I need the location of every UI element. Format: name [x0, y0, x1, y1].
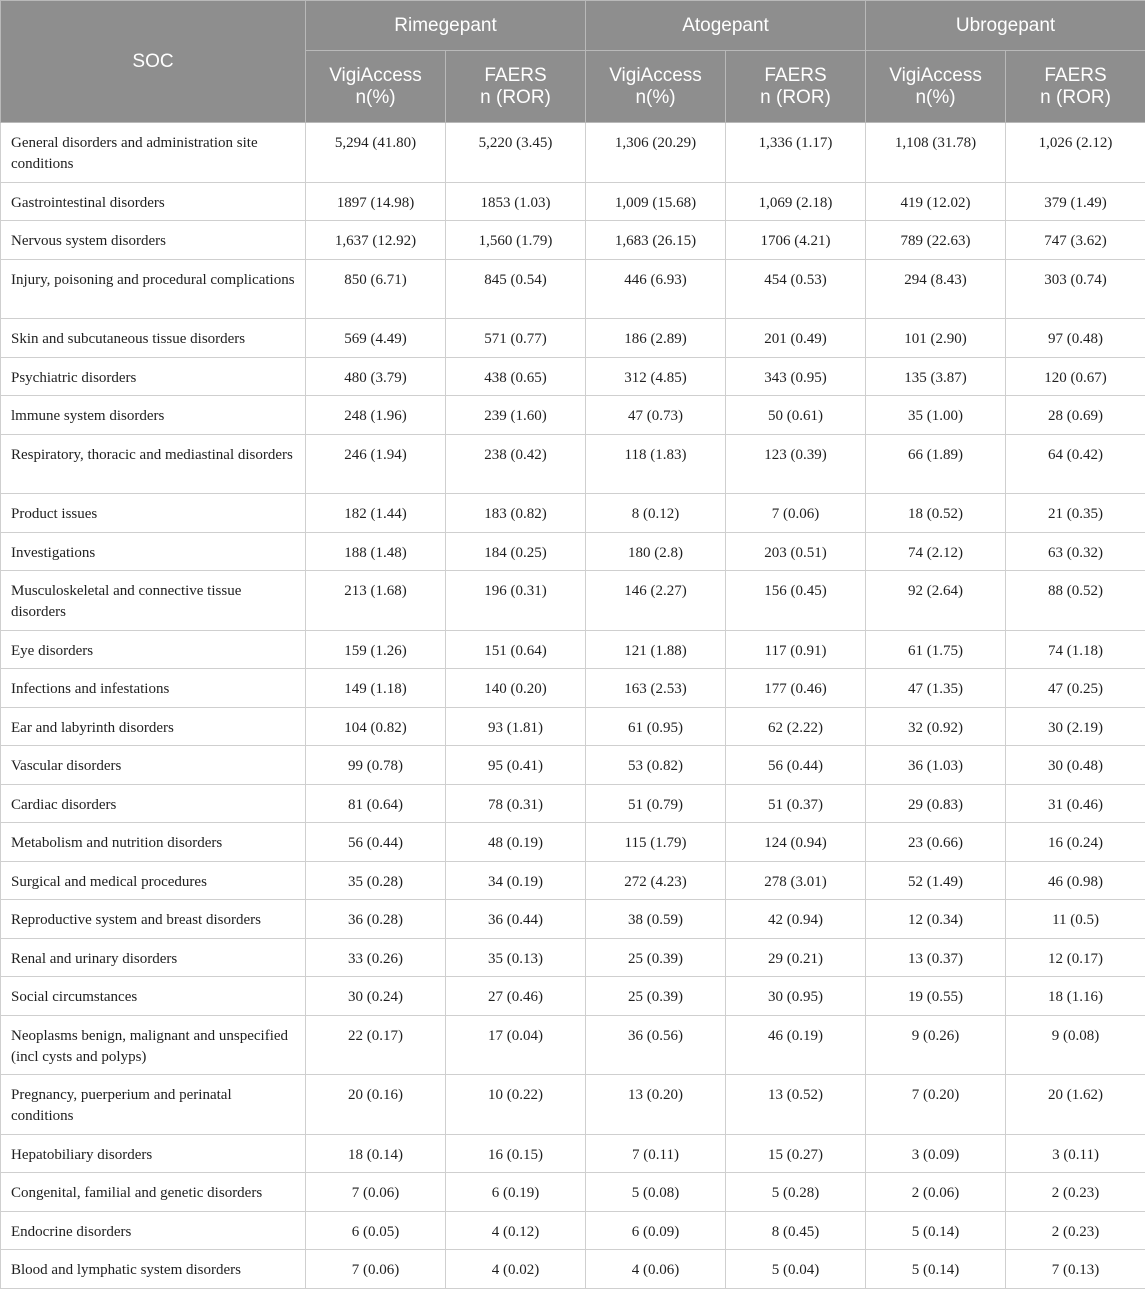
soc-cell: General disorders and administration site conditions	[1, 123, 306, 183]
faers-value-cell: 34 (0.19)	[446, 861, 586, 900]
header-drug-ubrogepant: Ubrogepant	[866, 1, 1145, 51]
vigiaccess-value-cell: 81 (0.64)	[306, 784, 446, 823]
faers-value-cell: 303 (0.74)	[1006, 259, 1145, 319]
vigiaccess-value-cell: 7 (0.11)	[586, 1134, 726, 1173]
header-label: VigiAccess	[307, 65, 444, 87]
header-unit: n(%)	[867, 87, 1004, 109]
soc-cell: Musculoskeletal and connective tissue disorders	[1, 571, 306, 631]
vigiaccess-value-cell: 61 (0.95)	[586, 707, 726, 746]
soc-cell: Ear and labyrinth disorders	[1, 707, 306, 746]
faers-value-cell: 278 (3.01)	[726, 861, 866, 900]
soc-cell: Social circumstances	[1, 977, 306, 1016]
table-row	[1, 494, 1145, 533]
faers-value-cell: 18 (1.16)	[1006, 977, 1145, 1016]
faers-value-cell: 27 (0.46)	[446, 977, 586, 1016]
header-faers	[1006, 51, 1145, 123]
faers-value-cell: 183 (0.82)	[446, 494, 586, 533]
vigiaccess-value-cell: 13 (0.20)	[586, 1075, 726, 1135]
header-unit: n (ROR)	[447, 87, 584, 109]
vigiaccess-value-cell: 53 (0.82)	[586, 746, 726, 785]
table-header	[1, 1, 1145, 123]
faers-value-cell: 31 (0.46)	[1006, 784, 1145, 823]
table-row	[1, 938, 1145, 977]
soc-cell: Eye disorders	[1, 630, 306, 669]
faers-value-cell: 5,220 (3.45)	[446, 123, 586, 183]
vigiaccess-value-cell: 1897 (14.98)	[306, 182, 446, 221]
faers-value-cell: 151 (0.64)	[446, 630, 586, 669]
table-row	[1, 707, 1145, 746]
faers-value-cell: 120 (0.67)	[1006, 357, 1145, 396]
faers-value-cell: 1706 (4.21)	[726, 221, 866, 260]
vigiaccess-value-cell: 159 (1.26)	[306, 630, 446, 669]
vigiaccess-value-cell: 38 (0.59)	[586, 900, 726, 939]
vigiaccess-value-cell: 5,294 (41.80)	[306, 123, 446, 183]
soc-cell: Renal and urinary disorders	[1, 938, 306, 977]
vigiaccess-value-cell: 3 (0.09)	[866, 1134, 1006, 1173]
faers-value-cell: 20 (1.62)	[1006, 1075, 1145, 1135]
vigiaccess-value-cell: 6 (0.09)	[586, 1211, 726, 1250]
vigiaccess-value-cell: 2 (0.06)	[866, 1173, 1006, 1212]
faers-value-cell: 62 (2.22)	[726, 707, 866, 746]
vigiaccess-value-cell: 52 (1.49)	[866, 861, 1006, 900]
vigiaccess-value-cell: 1,683 (26.15)	[586, 221, 726, 260]
soc-cell: Congenital, familial and genetic disorders	[1, 1173, 306, 1212]
header-label: FAERS	[447, 65, 584, 87]
table-body	[1, 123, 1145, 1289]
header-vigiaccess	[866, 51, 1006, 123]
faers-value-cell: 156 (0.45)	[726, 571, 866, 631]
table-row	[1, 1250, 1145, 1289]
soc-cell: Reproductive system and breast disorders	[1, 900, 306, 939]
faers-value-cell: 15 (0.27)	[726, 1134, 866, 1173]
faers-value-cell: 343 (0.95)	[726, 357, 866, 396]
faers-value-cell: 16 (0.24)	[1006, 823, 1145, 862]
faers-value-cell: 123 (0.39)	[726, 434, 866, 494]
vigiaccess-value-cell: 8 (0.12)	[586, 494, 726, 533]
soc-cell: Surgical and medical procedures	[1, 861, 306, 900]
faers-value-cell: 9 (0.08)	[1006, 1015, 1145, 1075]
faers-value-cell: 1,336 (1.17)	[726, 123, 866, 183]
header-unit: n(%)	[587, 87, 724, 109]
vigiaccess-value-cell: 35 (0.28)	[306, 861, 446, 900]
vigiaccess-value-cell: 18 (0.14)	[306, 1134, 446, 1173]
vigiaccess-value-cell: 36 (0.28)	[306, 900, 446, 939]
faers-value-cell: 28 (0.69)	[1006, 396, 1145, 435]
header-label: FAERS	[727, 65, 864, 87]
vigiaccess-value-cell: 5 (0.14)	[866, 1250, 1006, 1289]
table-row	[1, 977, 1145, 1016]
faers-value-cell: 177 (0.46)	[726, 669, 866, 708]
faers-value-cell: 5 (0.28)	[726, 1173, 866, 1212]
faers-value-cell: 47 (0.25)	[1006, 669, 1145, 708]
faers-value-cell: 16 (0.15)	[446, 1134, 586, 1173]
soc-cell: Neoplasms benign, malignant and unspecified (incl cysts and polyps)	[1, 1015, 306, 1075]
table-row	[1, 1173, 1145, 1212]
faers-value-cell: 454 (0.53)	[726, 259, 866, 319]
table-row	[1, 532, 1145, 571]
faers-value-cell: 42 (0.94)	[726, 900, 866, 939]
table-row	[1, 746, 1145, 785]
vigiaccess-value-cell: 47 (1.35)	[866, 669, 1006, 708]
soc-cell: Endocrine disorders	[1, 1211, 306, 1250]
table-row	[1, 357, 1145, 396]
header-label: VigiAccess	[867, 65, 1004, 87]
faers-value-cell: 13 (0.52)	[726, 1075, 866, 1135]
faers-value-cell: 10 (0.22)	[446, 1075, 586, 1135]
faers-value-cell: 747 (3.62)	[1006, 221, 1145, 260]
soc-cell: Gastrointestinal disorders	[1, 182, 306, 221]
vigiaccess-value-cell: 6 (0.05)	[306, 1211, 446, 1250]
faers-value-cell: 238 (0.42)	[446, 434, 586, 494]
soc-cell: Investigations	[1, 532, 306, 571]
vigiaccess-value-cell: 118 (1.83)	[586, 434, 726, 494]
vigiaccess-value-cell: 5 (0.08)	[586, 1173, 726, 1212]
table-row	[1, 123, 1145, 183]
vigiaccess-value-cell: 186 (2.89)	[586, 319, 726, 358]
faers-value-cell: 51 (0.37)	[726, 784, 866, 823]
vigiaccess-value-cell: 1,637 (12.92)	[306, 221, 446, 260]
faers-value-cell: 2 (0.23)	[1006, 1173, 1145, 1212]
vigiaccess-value-cell: 419 (12.02)	[866, 182, 1006, 221]
vigiaccess-value-cell: 135 (3.87)	[866, 357, 1006, 396]
header-vigiaccess	[586, 51, 726, 123]
vigiaccess-value-cell: 32 (0.92)	[866, 707, 1006, 746]
faers-value-cell: 379 (1.49)	[1006, 182, 1145, 221]
vigiaccess-value-cell: 1,009 (15.68)	[586, 182, 726, 221]
vigiaccess-value-cell: 7 (0.20)	[866, 1075, 1006, 1135]
vigiaccess-value-cell: 12 (0.34)	[866, 900, 1006, 939]
faers-value-cell: 50 (0.61)	[726, 396, 866, 435]
soc-cell: Skin and subcutaneous tissue disorders	[1, 319, 306, 358]
soc-cell: Cardiac disorders	[1, 784, 306, 823]
table-row	[1, 1075, 1145, 1135]
vigiaccess-value-cell: 1,306 (20.29)	[586, 123, 726, 183]
header-soc: SOC	[1, 1, 306, 123]
vigiaccess-value-cell: 56 (0.44)	[306, 823, 446, 862]
vigiaccess-value-cell: 272 (4.23)	[586, 861, 726, 900]
faers-value-cell: 30 (0.95)	[726, 977, 866, 1016]
faers-value-cell: 3 (0.11)	[1006, 1134, 1145, 1173]
faers-value-cell: 438 (0.65)	[446, 357, 586, 396]
faers-value-cell: 36 (0.44)	[446, 900, 586, 939]
soc-cell: Metabolism and nutrition disorders	[1, 823, 306, 862]
faers-value-cell: 88 (0.52)	[1006, 571, 1145, 631]
table-row	[1, 823, 1145, 862]
vigiaccess-value-cell: 9 (0.26)	[866, 1015, 1006, 1075]
faers-value-cell: 97 (0.48)	[1006, 319, 1145, 358]
faers-value-cell: 5 (0.04)	[726, 1250, 866, 1289]
faers-value-cell: 6 (0.19)	[446, 1173, 586, 1212]
soc-cell: Product issues	[1, 494, 306, 533]
table-row	[1, 1134, 1145, 1173]
table-row	[1, 1015, 1145, 1075]
vigiaccess-value-cell: 1,108 (31.78)	[866, 123, 1006, 183]
table-row	[1, 630, 1145, 669]
header-drug-atogepant: Atogepant	[586, 1, 866, 51]
faers-value-cell: 46 (0.98)	[1006, 861, 1145, 900]
faers-value-cell: 4 (0.12)	[446, 1211, 586, 1250]
faers-value-cell: 140 (0.20)	[446, 669, 586, 708]
faers-value-cell: 30 (0.48)	[1006, 746, 1145, 785]
vigiaccess-value-cell: 213 (1.68)	[306, 571, 446, 631]
vigiaccess-value-cell: 19 (0.55)	[866, 977, 1006, 1016]
table-row	[1, 669, 1145, 708]
vigiaccess-value-cell: 149 (1.18)	[306, 669, 446, 708]
table-row	[1, 434, 1145, 494]
vigiaccess-value-cell: 294 (8.43)	[866, 259, 1006, 319]
faers-value-cell: 78 (0.31)	[446, 784, 586, 823]
table-row	[1, 1211, 1145, 1250]
faers-value-cell: 196 (0.31)	[446, 571, 586, 631]
vigiaccess-value-cell: 29 (0.83)	[866, 784, 1006, 823]
faers-value-cell: 1,560 (1.79)	[446, 221, 586, 260]
soc-cell: Infections and infestations	[1, 669, 306, 708]
soc-cell: Psychiatric disorders	[1, 357, 306, 396]
vigiaccess-value-cell: 312 (4.85)	[586, 357, 726, 396]
vigiaccess-value-cell: 51 (0.79)	[586, 784, 726, 823]
vigiaccess-value-cell: 188 (1.48)	[306, 532, 446, 571]
faers-value-cell: 29 (0.21)	[726, 938, 866, 977]
table-row	[1, 221, 1145, 260]
header-unit: n(%)	[307, 87, 444, 109]
table-row	[1, 259, 1145, 319]
header-unit: n (ROR)	[1007, 87, 1144, 109]
soc-cell: Blood and lymphatic system disorders	[1, 1250, 306, 1289]
faers-value-cell: 74 (1.18)	[1006, 630, 1145, 669]
vigiaccess-value-cell: 180 (2.8)	[586, 532, 726, 571]
table-row	[1, 396, 1145, 435]
vigiaccess-value-cell: 101 (2.90)	[866, 319, 1006, 358]
faers-value-cell: 571 (0.77)	[446, 319, 586, 358]
header-unit: n (ROR)	[727, 87, 864, 109]
soc-cell: Vascular disorders	[1, 746, 306, 785]
vigiaccess-value-cell: 146 (2.27)	[586, 571, 726, 631]
vigiaccess-value-cell: 20 (0.16)	[306, 1075, 446, 1135]
vigiaccess-value-cell: 7 (0.06)	[306, 1173, 446, 1212]
faers-value-cell: 4 (0.02)	[446, 1250, 586, 1289]
faers-value-cell: 46 (0.19)	[726, 1015, 866, 1075]
faers-value-cell: 203 (0.51)	[726, 532, 866, 571]
table-row	[1, 182, 1145, 221]
table-row	[1, 319, 1145, 358]
vigiaccess-value-cell: 25 (0.39)	[586, 977, 726, 1016]
faers-value-cell: 845 (0.54)	[446, 259, 586, 319]
soc-cell: Respiratory, thoracic and mediastinal disorders	[1, 434, 306, 494]
faers-value-cell: 8 (0.45)	[726, 1211, 866, 1250]
vigiaccess-value-cell: 35 (1.00)	[866, 396, 1006, 435]
vigiaccess-value-cell: 36 (0.56)	[586, 1015, 726, 1075]
vigiaccess-value-cell: 61 (1.75)	[866, 630, 1006, 669]
vigiaccess-value-cell: 30 (0.24)	[306, 977, 446, 1016]
faers-value-cell: 1,069 (2.18)	[726, 182, 866, 221]
soc-cell: Pregnancy, puerperium and perinatal conditions	[1, 1075, 306, 1135]
header-vigiaccess	[306, 51, 446, 123]
soc-cell: Hepatobiliary disorders	[1, 1134, 306, 1173]
vigiaccess-value-cell: 33 (0.26)	[306, 938, 446, 977]
vigiaccess-value-cell: 115 (1.79)	[586, 823, 726, 862]
table-row	[1, 900, 1145, 939]
vigiaccess-value-cell: 18 (0.52)	[866, 494, 1006, 533]
vigiaccess-value-cell: 47 (0.73)	[586, 396, 726, 435]
faers-value-cell: 21 (0.35)	[1006, 494, 1145, 533]
vigiaccess-value-cell: 13 (0.37)	[866, 938, 1006, 977]
header-label: VigiAccess	[587, 65, 724, 87]
faers-value-cell: 239 (1.60)	[446, 396, 586, 435]
table-row	[1, 784, 1145, 823]
vigiaccess-value-cell: 99 (0.78)	[306, 746, 446, 785]
vigiaccess-value-cell: 92 (2.64)	[866, 571, 1006, 631]
vigiaccess-value-cell: 36 (1.03)	[866, 746, 1006, 785]
vigiaccess-value-cell: 121 (1.88)	[586, 630, 726, 669]
soc-cell: lmmune system disorders	[1, 396, 306, 435]
vigiaccess-value-cell: 4 (0.06)	[586, 1250, 726, 1289]
vigiaccess-value-cell: 789 (22.63)	[866, 221, 1006, 260]
table-row	[1, 571, 1145, 631]
faers-value-cell: 117 (0.91)	[726, 630, 866, 669]
faers-value-cell: 56 (0.44)	[726, 746, 866, 785]
vigiaccess-value-cell: 480 (3.79)	[306, 357, 446, 396]
header-faers	[726, 51, 866, 123]
vigiaccess-value-cell: 163 (2.53)	[586, 669, 726, 708]
vigiaccess-value-cell: 569 (4.49)	[306, 319, 446, 358]
faers-value-cell: 17 (0.04)	[446, 1015, 586, 1075]
vigiaccess-value-cell: 850 (6.71)	[306, 259, 446, 319]
vigiaccess-value-cell: 104 (0.82)	[306, 707, 446, 746]
faers-value-cell: 30 (2.19)	[1006, 707, 1145, 746]
faers-value-cell: 124 (0.94)	[726, 823, 866, 862]
vigiaccess-value-cell: 66 (1.89)	[866, 434, 1006, 494]
faers-value-cell: 93 (1.81)	[446, 707, 586, 746]
faers-value-cell: 184 (0.25)	[446, 532, 586, 571]
faers-value-cell: 48 (0.19)	[446, 823, 586, 862]
faers-value-cell: 35 (0.13)	[446, 938, 586, 977]
header-drug-rimegepant: Rimegepant	[306, 1, 586, 51]
faers-value-cell: 64 (0.42)	[1006, 434, 1145, 494]
header-faers	[446, 51, 586, 123]
vigiaccess-value-cell: 74 (2.12)	[866, 532, 1006, 571]
vigiaccess-value-cell: 22 (0.17)	[306, 1015, 446, 1075]
soc-cell: Nervous system disorders	[1, 221, 306, 260]
vigiaccess-value-cell: 246 (1.94)	[306, 434, 446, 494]
faers-value-cell: 1,026 (2.12)	[1006, 123, 1145, 183]
vigiaccess-value-cell: 182 (1.44)	[306, 494, 446, 533]
vigiaccess-value-cell: 5 (0.14)	[866, 1211, 1006, 1250]
faers-value-cell: 7 (0.13)	[1006, 1250, 1145, 1289]
faers-value-cell: 63 (0.32)	[1006, 532, 1145, 571]
faers-value-cell: 2 (0.23)	[1006, 1211, 1145, 1250]
vigiaccess-value-cell: 25 (0.39)	[586, 938, 726, 977]
vigiaccess-value-cell: 446 (6.93)	[586, 259, 726, 319]
vigiaccess-value-cell: 23 (0.66)	[866, 823, 1006, 862]
soc-cell: Injury, poisoning and procedural complications	[1, 259, 306, 319]
table-row	[1, 861, 1145, 900]
faers-value-cell: 12 (0.17)	[1006, 938, 1145, 977]
vigiaccess-value-cell: 248 (1.96)	[306, 396, 446, 435]
vigiaccess-value-cell: 7 (0.06)	[306, 1250, 446, 1289]
faers-value-cell: 95 (0.41)	[446, 746, 586, 785]
faers-value-cell: 1853 (1.03)	[446, 182, 586, 221]
faers-value-cell: 11 (0.5)	[1006, 900, 1145, 939]
faers-value-cell: 7 (0.06)	[726, 494, 866, 533]
faers-value-cell: 201 (0.49)	[726, 319, 866, 358]
header-label: FAERS	[1007, 65, 1144, 87]
